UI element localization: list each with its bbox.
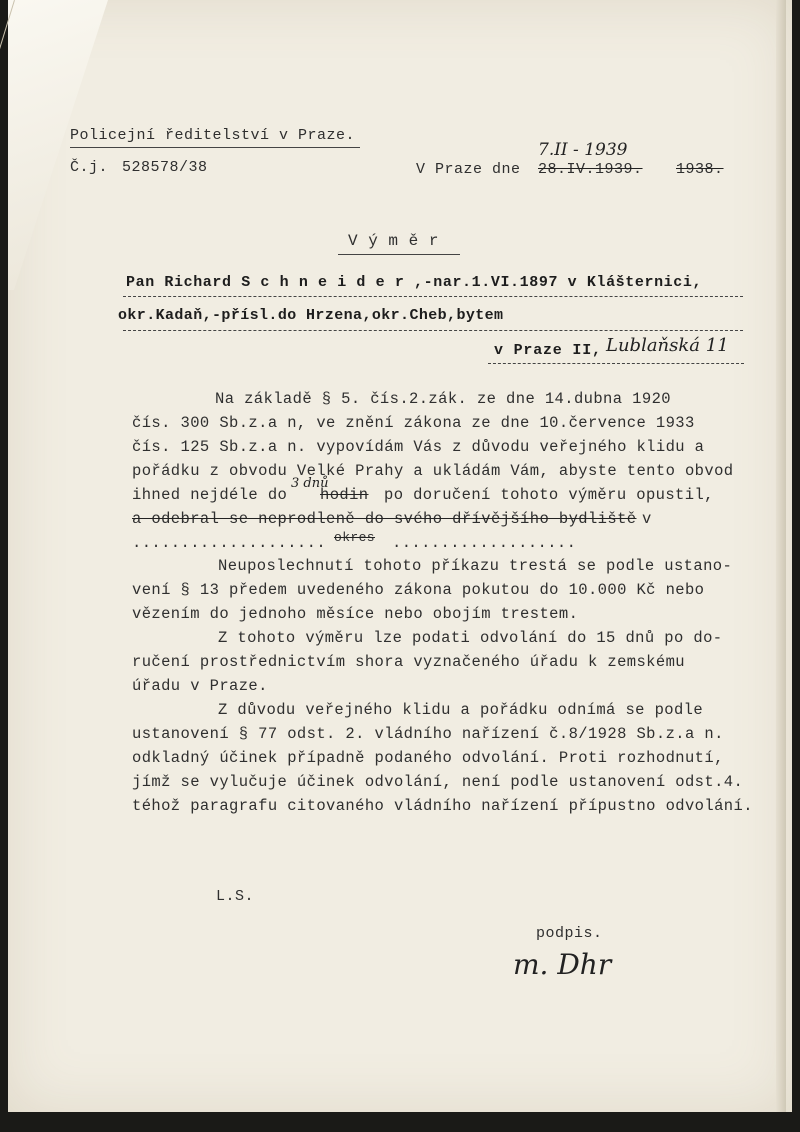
body4-line-3: odkladný účinek případně podaného odvolání. Proti rozhodnutí,	[132, 749, 724, 767]
place-date-label: V Praze dne	[416, 161, 521, 178]
handwritten-street: Lublaňská 11	[606, 335, 729, 356]
office-name: Policejní ředitelství v Praze.	[70, 127, 356, 144]
addressee-line-2: okr.Kadaň,-přísl.do Hrzena,okr.Cheb,bytem	[118, 307, 504, 324]
body2-line-1: Neuposlechnutí tohoto příkazu trestá se podle ustano-	[218, 557, 733, 575]
reference-number: 528578/38	[122, 159, 208, 176]
body3-line-2: ručení prostřednictvím shora vyznačeného úřadu k zemskému	[132, 653, 685, 671]
dotted-tail: ...................	[392, 534, 577, 552]
seal-mark: L.S.	[216, 888, 255, 905]
body4-line-4: jímž se vylučuje účinek odvolání, není podle ustanovení odst.4.	[132, 773, 744, 791]
body-line-3: čís. 125 Sb.z.a n. vypovídám Vás z důvodu veřejného klidu a	[132, 438, 705, 456]
addressee-rule-2	[123, 330, 743, 331]
body-line-2: čís. 300 Sb.z.a n, ve znění zákona ze dne 10.července 1933	[132, 414, 695, 432]
body-line-4: pořádku z obvodu Velké Prahy a ukládám Vám, abyste tento obvod	[132, 462, 734, 480]
body3-line-3: úřadu v Praze.	[132, 677, 268, 695]
body2-line-2: vení § 13 předem uvedeného zákona pokutou do 10.000 Kč nebo	[132, 581, 705, 599]
struck-word: hodin	[320, 486, 369, 504]
office-underline	[70, 147, 360, 148]
struck-date: 28.IV.1939.	[538, 161, 643, 178]
addressee-rule-3	[488, 363, 744, 364]
struck-okres: okres	[334, 530, 376, 545]
paper-edge	[776, 0, 786, 1112]
addressee-line-3: v Praze II,	[494, 342, 602, 359]
reference-label: Č.j.	[70, 159, 109, 176]
addressee-line-1: Pan Richard S c h n e i d e r ,-nar.1.VI.1897 v Klášternici,	[126, 274, 703, 291]
body3-line-1: Z tohoto výměru lze podati odvolání do 15 dnů po do-	[218, 629, 723, 647]
document-page	[8, 0, 792, 1112]
struck-year: 1938.	[676, 161, 724, 178]
handwritten-insert: 3 dnů	[291, 476, 329, 491]
body4-line-5: téhož paragrafu citovaného vládního nařízení přípustno odvolání.	[132, 797, 753, 815]
body2-line-3: vězením do jednoho měsíce nebo obojím trestem.	[132, 605, 579, 623]
document-title: V ý m ě r	[348, 232, 439, 250]
struck-line: a odebral se neprodleně do svého dřívějšího bydliště	[132, 510, 637, 528]
addressee-rule-1	[123, 296, 743, 297]
body-line-6: po doručení tohoto výměru opustil,	[384, 486, 714, 504]
signature-label: podpis.	[536, 925, 603, 942]
handwritten-date: 7.II - 1939	[538, 140, 628, 160]
body4-line-2: ustanovení § 77 odst. 2. vládního nařízení č.8/1928 Sb.z.a n.	[132, 725, 724, 743]
title-underline	[338, 254, 460, 255]
folded-corner	[8, 0, 108, 290]
body-line-1: Na základě § 5. čís.2.zák. ze dne 14.dubna 1920	[215, 390, 671, 408]
handwritten-signature: m. Dhr	[513, 948, 612, 981]
body-line-5: ihned nejdéle do	[132, 486, 288, 504]
struck-line-tail: v	[642, 510, 652, 528]
dotted-line: ....................	[132, 534, 327, 552]
body4-line-1: Z důvodu veřejného klidu a pořádku odnímá se podle	[218, 701, 704, 719]
